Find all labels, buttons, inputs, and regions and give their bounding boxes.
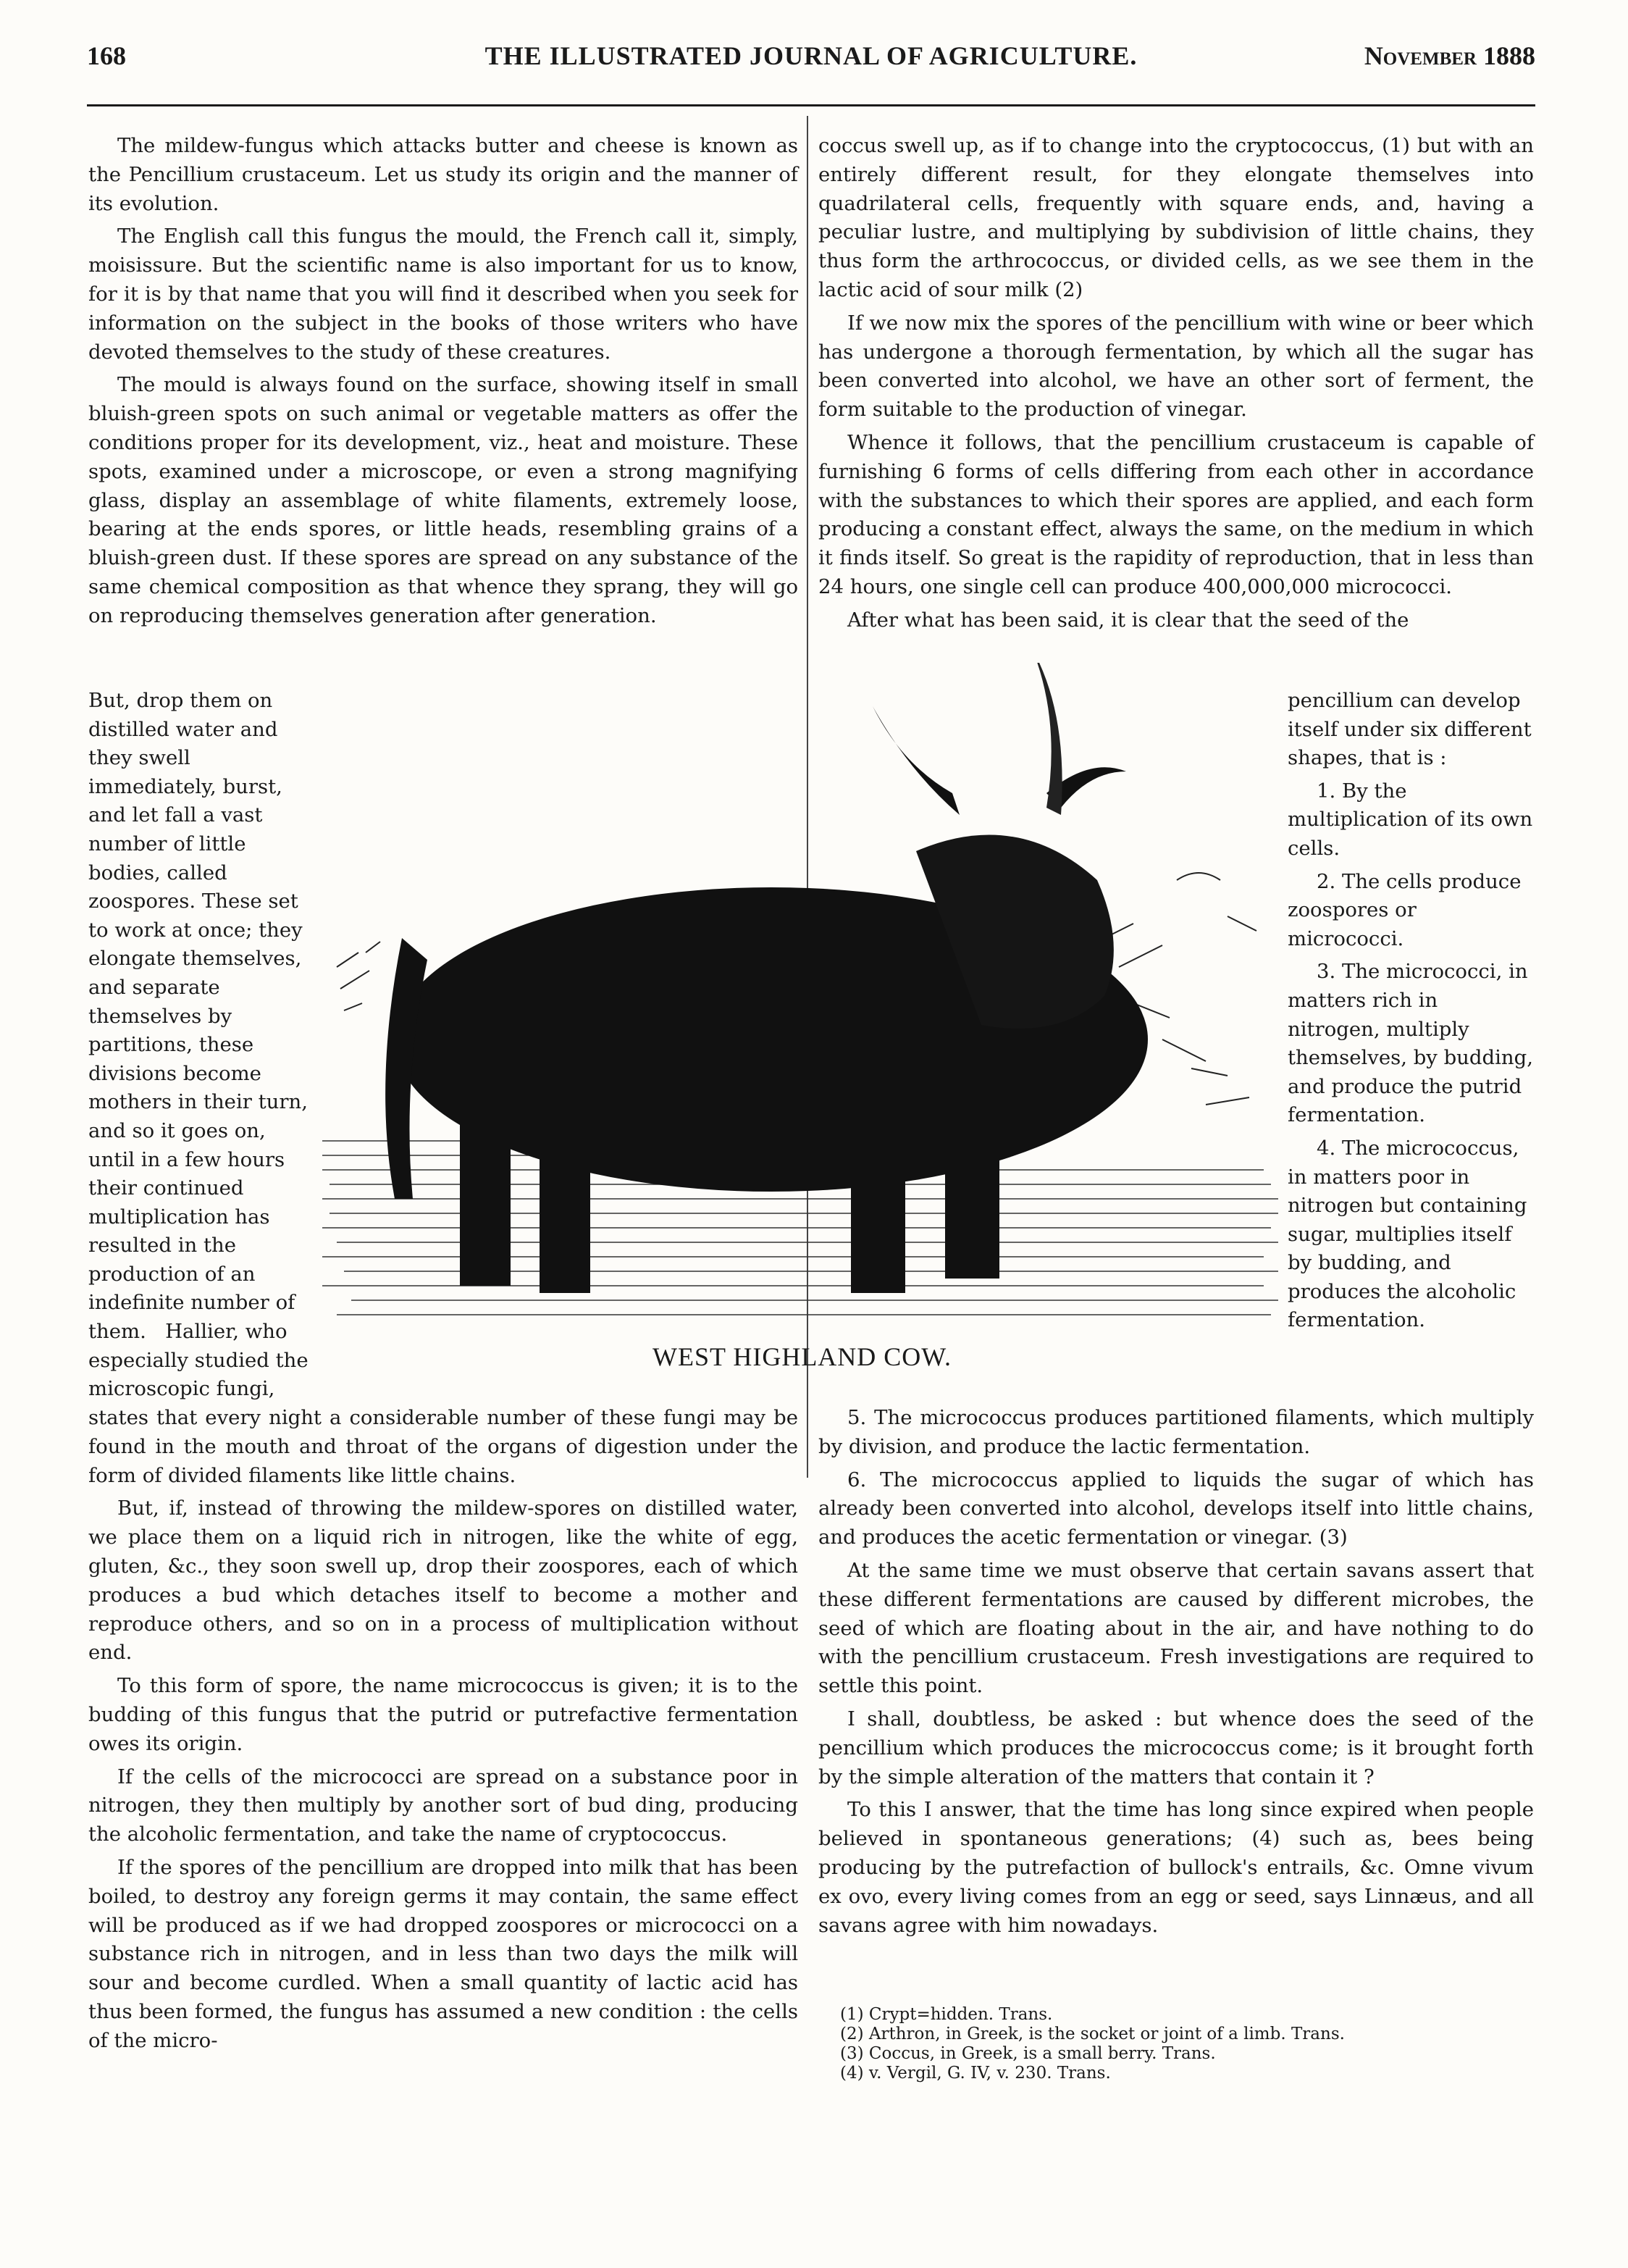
- paragraph: The mildew-fungus which attacks butter and cheese is known as the Pencillium crustaceum. Let us study its origin and the manner of its evolution.: [88, 134, 798, 215]
- list-item: 1. By the multiplication of its own cells.: [1288, 779, 1533, 860]
- figure-caption: WEST HIGHLAND COW.: [653, 1342, 952, 1371]
- paragraph: After what has been said, it is clear that the seed of the: [847, 608, 1409, 632]
- paragraph: The English call this fungus the mould, the French call it, simply, moisissure. But the scientific name is also important for us to know, for it is by that name that you will find it described when you seek for information on the subject in the books of those writers who have devoted themselves to the study of these creatures.: [88, 225, 798, 364]
- left-column-top: [88, 132, 798, 635]
- paragraph: If the spores of the pencillium are dropped into milk that has been boiled, to destroy any foreign germs it may contain, the same effect will be produced as if we had dropped zoospores or micrococci on a substance rich in nitrogen, and in less than two days the milk will sour and become curdled. When a small quantity of lactic acid has thus been formed, the fungus has assumed a new condition : the cells of the micro-: [88, 1855, 798, 2052]
- paragraph: coccus swell up, as if to change into the cryptococcus, (1) but with an entirely different result, for they elongate themselves into quadrilateral cells, frequently with square ends, and, having a peculiar lustre, and multiplying by subdivision of little chains, they thus form the arthrococcus, or divided cells, as we see them in the lactic acid of sour milk (2): [818, 134, 1534, 301]
- footnote: (4) v. Vergil, G. IV, v. 230. Trans.: [840, 2064, 1111, 2083]
- footnote: (1) Crypt=hidden. Trans.: [840, 2005, 1053, 2024]
- page-number: 168: [87, 41, 126, 70]
- journal-title: THE ILLUSTRATED JOURNAL OF AGRICULTURE.: [484, 41, 1138, 70]
- paragraph: Whence it follows, that the pencillium crustaceum is capable of furnishing 6 forms of cells differing from each other in accordance with the substances to which their spores are applied, and each form producing a constant effect, always the same, on the medium in which it finds itself. So great is the rapidity of reproduction, that in less than 24 hours, one single cell can produce 400,000,000 micrococci.: [818, 430, 1534, 598]
- left-column-wrap: [88, 687, 317, 1408]
- paragraph: The mould is always found on the surface, showing itself in small bluish-green spots on such animal or vegetable matters as offer the conditions proper for its development, viz., heat and moisture. These spots, examined under a microscope, or even a strong magnifying glass, display an assemblage of white filaments, extremely loose, bearing at the ends spores, or little heads, resembling grains of a bluish-green dust. If these spores are spread on any substance of the same chemical composition as that whence they sprang, they will go on reproducing themselves generation after generation.: [88, 373, 798, 627]
- list-item: 4. The micrococcus, in matters poor in nitrogen but containing sugar, multiplies itself by budding, and produces the alcoholic fermentation.: [1288, 1136, 1527, 1332]
- list-item: 5. The micrococcus produces partitioned filaments, which multiply by division, and produce the lactic fermentation.: [818, 1406, 1534, 1458]
- footnotes: [840, 2005, 1528, 2083]
- header-rule: [87, 104, 1535, 106]
- list-item: 2. The cells produce zoospores or micrococci.: [1288, 869, 1522, 950]
- right-column-wrap: [1288, 687, 1534, 1339]
- paragraph: If the cells of the micrococci are spread on a substance poor in nitrogen, they then multiply by another sort of bud ding, producing the alcoholic fermentation, and take the name of cryptococcus.: [88, 1765, 798, 1846]
- paragraph: But, if, instead of throwing the mildew-spores on distilled water, we place them on a liquid rich in nitrogen, like the white of egg, gluten, &c., they soon swell up, drop their zoospores, each of which produces a bud which detaches itself to become a mother and reproduce others, and so on in a process of multiplication without end.: [88, 1497, 798, 1665]
- issue-date: November 1888: [1364, 41, 1535, 70]
- footnote: (2) Arthron, in Greek, is the socket or joint of a limb. Trans.: [840, 2025, 1345, 2043]
- right-column-bottom: [818, 1404, 1534, 1944]
- list-item: 3. The micrococci, in matters rich in nitrogen, multiply themselves, by budding, and produce the putrid fermentation.: [1288, 960, 1533, 1127]
- paragraph: If we now mix the spores of the pencillium with wine or beer which has undergone a thorough fermentation, by which all the sugar has been converted into alcohol, we have an other sort of ferment, the form suitable to the production of vinegar.: [818, 311, 1534, 422]
- left-column-bottom: [88, 1404, 798, 2060]
- paragraph: To this I answer, that the time has long since expired when people believed in spontaneous generations; (4) such as, bees being producing by the putrefaction of bullock's entrails, &c. Omne vivum ex ovo, every living comes from an egg or seed, says Linnæus, and all savans agree with him nowadays.: [818, 1798, 1534, 1937]
- paragraph: But, drop them on distilled water and they swell immediately, burst, and let fall a vast number of little bodies, called zoospores. These set to work at once; they elongate themselves, and separate themselves by partitions, these divisions become mothers in their turn, and so it goes on, until in a few hours their continued multiplication has resulted in the production of an indefinite number of them. Hallier, who especially studied the microscopic fungi,: [88, 689, 309, 1401]
- paragraph: I shall, doubtless, be asked : but whence does the seed of the pencillium which produces the micrococcus come; is it brought forth by the simple alteration of the matters that contain it ?: [818, 1707, 1534, 1788]
- paragraph: states that every night a considerable number of these fungi may be found in the mouth and throat of the organs of digestion under the form of divided filaments like little chains.: [88, 1406, 798, 1487]
- list-item: 6. The micrococcus applied to liquids the sugar of which has already been converted into alcohol, develops itself into little chains, and produces the acetic fermentation or vinegar. (3): [818, 1468, 1534, 1549]
- paragraph: At the same time we must observe that certain savans assert that these different fermentations are caused by different microbes, the seed of which are floating about in the air, and have nothing to do with the pencillium crustaceum. Fresh investigations are required to settle this point.: [818, 1558, 1534, 1698]
- page-header: [87, 41, 1535, 84]
- cow-illustration: [322, 663, 1282, 1329]
- footnote: (3) Coccus, in Greek, is a small berry. Trans.: [840, 2044, 1216, 2063]
- paragraph: To this form of spore, the name micrococcus is given; it is to the budding of this fungus that the putrid or putrefactive fermentation owes its origin.: [88, 1674, 798, 1755]
- right-column-top: [818, 132, 1534, 640]
- list-intro: pencillium can develop itself under six different shapes, that is :: [1288, 689, 1532, 770]
